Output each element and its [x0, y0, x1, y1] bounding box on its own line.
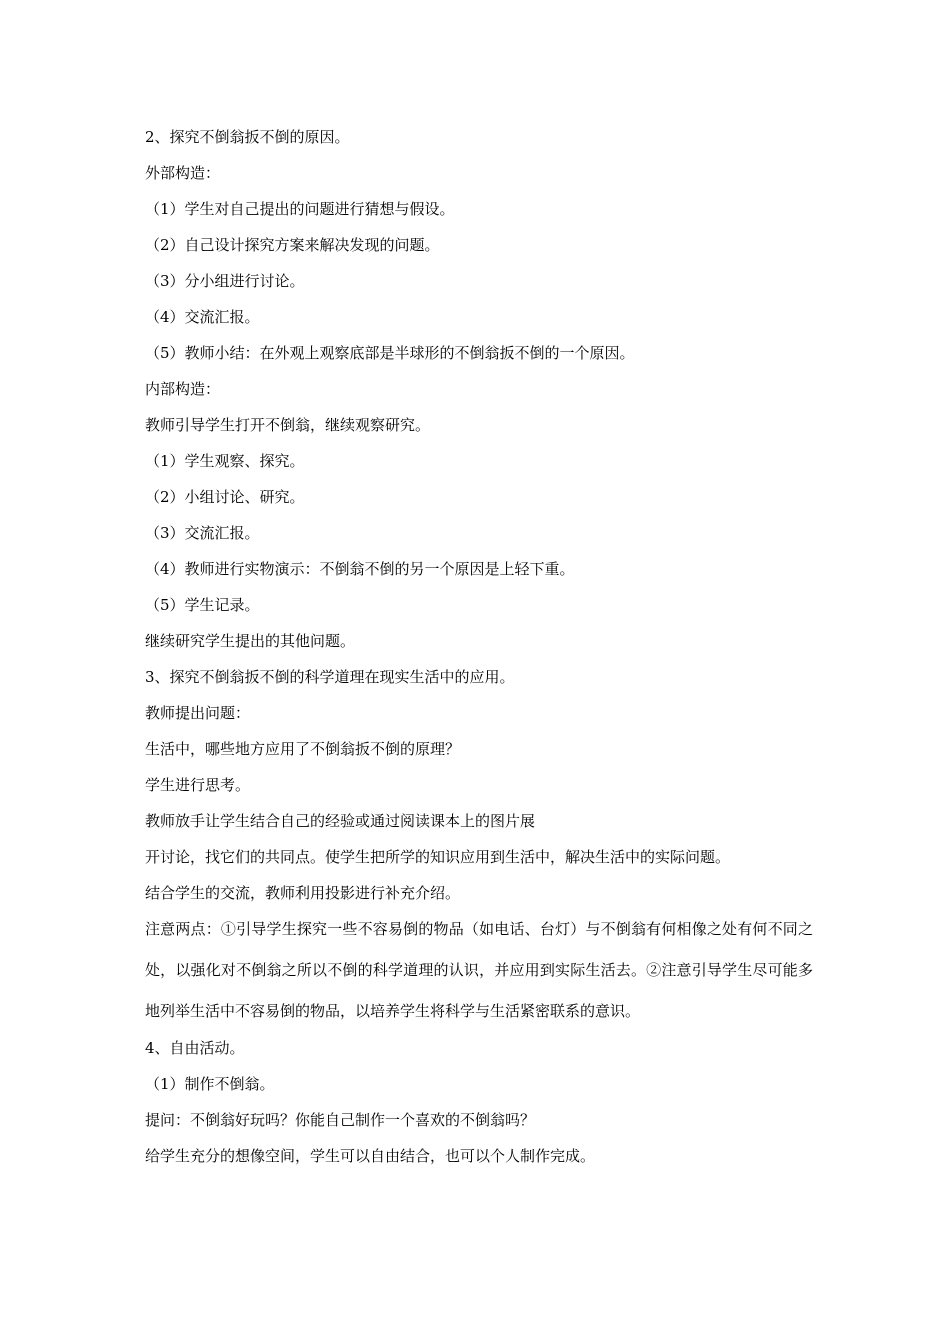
text-line: 给学生充分的想像空间，学生可以自由结合，也可以个人制作完成。: [145, 1147, 596, 1165]
section-heading-3: 3、探究不倒翁扳不倒的科学道理在现实生活中的应用。: [145, 668, 515, 686]
text-line: （1）学生对自己提出的问题进行猜想与假设。: [145, 200, 455, 218]
text-line: （3）交流汇报。: [145, 524, 260, 542]
text-line: （2）小组讨论、研究。: [145, 488, 305, 506]
text-line: 教师引导学生打开不倒翁，继续观察研究。: [145, 416, 431, 434]
text-line: 教师放手让学生结合自己的经验或通过阅读课本上的图片展: [145, 812, 536, 830]
text-line: 生活中，哪些地方应用了不倒翁扳不倒的原理？: [145, 740, 461, 758]
text-line: （4）交流汇报。: [145, 308, 260, 326]
section-heading-4: 4、自由活动。: [145, 1039, 245, 1057]
text-line: 学生进行思考。: [145, 776, 251, 794]
text-line: （4）教师进行实物演示：不倒翁不倒的另一个原因是上轻下重。: [145, 560, 575, 578]
text-line: 开讨论，找它们的共同点。使学生把所学的知识应用到生活中，解决生活中的实际问题。: [145, 848, 731, 866]
note-paragraph: 注意两点：①引导学生探究一些不容易倒的物品（如电话、台灯）与不倒翁有何相像之处有何不同之处，以强化对不倒翁之所以不倒的科学道理的认识，并应用到实际生活去。②注意引导学生尽可能多地列举生活中不容易倒的物品，以培养学生将科学与生活紧密联系的意识。: [145, 920, 813, 1020]
document-body: [145, 127, 813, 1182]
text-line: （5）教师小结：在外观上观察底部是半球形的不倒翁扳不倒的一个原因。: [145, 344, 635, 362]
text-line: （5）学生记录。: [145, 596, 260, 614]
text-line: （1）学生观察、探究。: [145, 452, 305, 470]
text-line: 提问：不倒翁好玩吗？你能自己制作一个喜欢的不倒翁吗？: [145, 1111, 536, 1129]
text-line: 继续研究学生提出的其他问题。: [145, 632, 356, 650]
text-line: 结合学生的交流，教师利用投影进行补充介绍。: [145, 884, 461, 902]
subheading-internal: 内部构造：: [145, 380, 221, 398]
text-line: （2）自己设计探究方案来解决发现的问题。: [145, 236, 440, 254]
text-line: 教师提出问题：: [145, 704, 251, 722]
subheading-external: 外部构造：: [145, 164, 221, 182]
text-line: （1）制作不倒翁。: [145, 1075, 275, 1093]
text-line: （3）分小组进行讨论。: [145, 272, 305, 290]
section-heading-2: 2、探究不倒翁扳不倒的原因。: [145, 128, 350, 146]
